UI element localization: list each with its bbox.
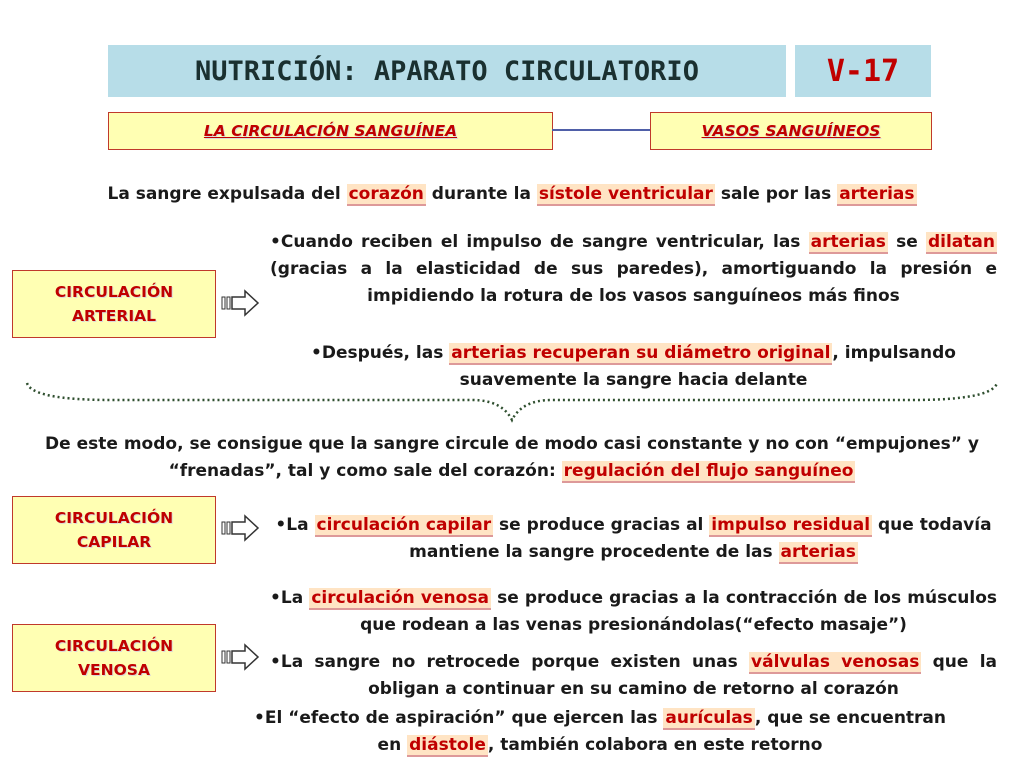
- arterial-p2-t2: , impulsando suavemente la sangre hacia delante: [459, 343, 956, 390]
- intro-h1: corazón: [348, 184, 424, 204]
- arterial-p1-h2: dilatan: [927, 232, 995, 252]
- label-capilar: [12, 496, 216, 564]
- arrow-icon: [220, 514, 260, 542]
- capilar-p1-t3: que todavía mantiene la sangre procedente de las: [409, 515, 992, 562]
- venosa-p1-t1: •La: [270, 588, 310, 608]
- intro-text: [20, 181, 1004, 208]
- page-title-text: NUTRICIÓN: APARATO CIRCULATORIO: [195, 55, 699, 87]
- intro-h2: sístole ventricular: [538, 184, 713, 204]
- capilar-p1-t1: •La: [275, 515, 315, 535]
- page-title: [108, 45, 786, 97]
- slide-code: [795, 45, 931, 97]
- venosa-p3-t2: , que se encuentran en: [377, 708, 947, 755]
- venosa-p3-t1: •El “efecto de aspiración” que ejercen las: [253, 708, 664, 728]
- venosa-p3-h2: diástole: [409, 735, 486, 755]
- arrow-icon: [220, 643, 260, 671]
- venosa-p1-t2: se produce gracias a la contracción de los músculos que rodean a las venas presionándolas(“efecto masaje”): [360, 588, 998, 635]
- label-arterial: [12, 270, 216, 338]
- arterial-p1-t1: •Cuando reciben el impulso de sangre ventricular, las: [270, 232, 809, 252]
- venosa-paragraph-3: [240, 705, 960, 759]
- venosa-p3-t3: , también colabora en este retorno: [487, 735, 823, 755]
- venosa-paragraph-2: [270, 649, 997, 703]
- label-arterial-line1: CIRCULACIÓN: [54, 283, 174, 301]
- summary-t1: De este modo, se consigue que la sangre circule de modo casi constante y no con “empujones” y “frenadas”, tal y como sale del corazón:: [45, 434, 979, 481]
- venosa-p1-h1: circulación venosa: [311, 588, 489, 608]
- label-venosa: [12, 624, 216, 692]
- topic-vessels-label: VASOS SANGUÍNEOS: [701, 122, 881, 140]
- label-venosa-line1: CIRCULACIÓN: [54, 637, 174, 655]
- arterial-p2-t1: •Después, las: [311, 343, 450, 363]
- venosa-p2-h1: válvulas venosas: [751, 652, 920, 672]
- label-venosa-line2: VENOSA: [78, 661, 150, 679]
- capilar-p1-t2: se produce gracias al: [493, 515, 710, 535]
- dotted-brace: [22, 378, 1002, 428]
- intro-t3: sale por las: [714, 184, 838, 204]
- venosa-p2-t1: •La sangre no retrocede porque existen unas: [270, 652, 750, 672]
- topic-circulation: [108, 112, 553, 150]
- capilar-p1-h2: impulso residual: [711, 515, 871, 535]
- venosa-p3-h1: aurículas: [665, 708, 753, 728]
- intro-h3: arterias: [839, 184, 915, 204]
- arrow-icon: [220, 289, 260, 317]
- capilar-p1-h1: circulación capilar: [316, 515, 492, 535]
- arterial-p1-t2: se: [887, 232, 926, 252]
- arterial-p1-t3: (gracias a la elasticidad de sus paredes), amortiguando la presión e impidiendo la rotura de los vasos sanguíneos más finos: [270, 259, 997, 306]
- summary-h1: regulación del flujo sanguíneo: [563, 461, 854, 481]
- slide-code-text: V-17: [826, 53, 900, 89]
- arterial-p1-h1: arterias: [810, 232, 886, 252]
- topic-connector: [552, 129, 650, 131]
- capilar-paragraph-1: [270, 512, 997, 566]
- intro-t2: durante la: [425, 184, 537, 204]
- topic-vessels: [650, 112, 932, 150]
- summary-text: [20, 431, 1004, 485]
- arterial-paragraph-1: [270, 229, 997, 310]
- capilar-p1-h3: arterias: [780, 542, 856, 562]
- venosa-p2-t2: que la obligan a continuar en su camino de retorno al corazón: [368, 652, 998, 699]
- intro-t1: La sangre expulsada del: [107, 184, 347, 204]
- arterial-p2-h1: arterias recuperan su diámetro original: [451, 343, 831, 363]
- topic-circulation-label: LA CIRCULACIÓN SANGUÍNEA: [203, 122, 458, 140]
- label-capilar-line1: CIRCULACIÓN: [54, 509, 174, 527]
- label-capilar-line2: CAPILAR: [76, 533, 152, 551]
- label-arterial-line2: ARTERIAL: [72, 307, 156, 325]
- venosa-paragraph-1: [270, 585, 997, 639]
